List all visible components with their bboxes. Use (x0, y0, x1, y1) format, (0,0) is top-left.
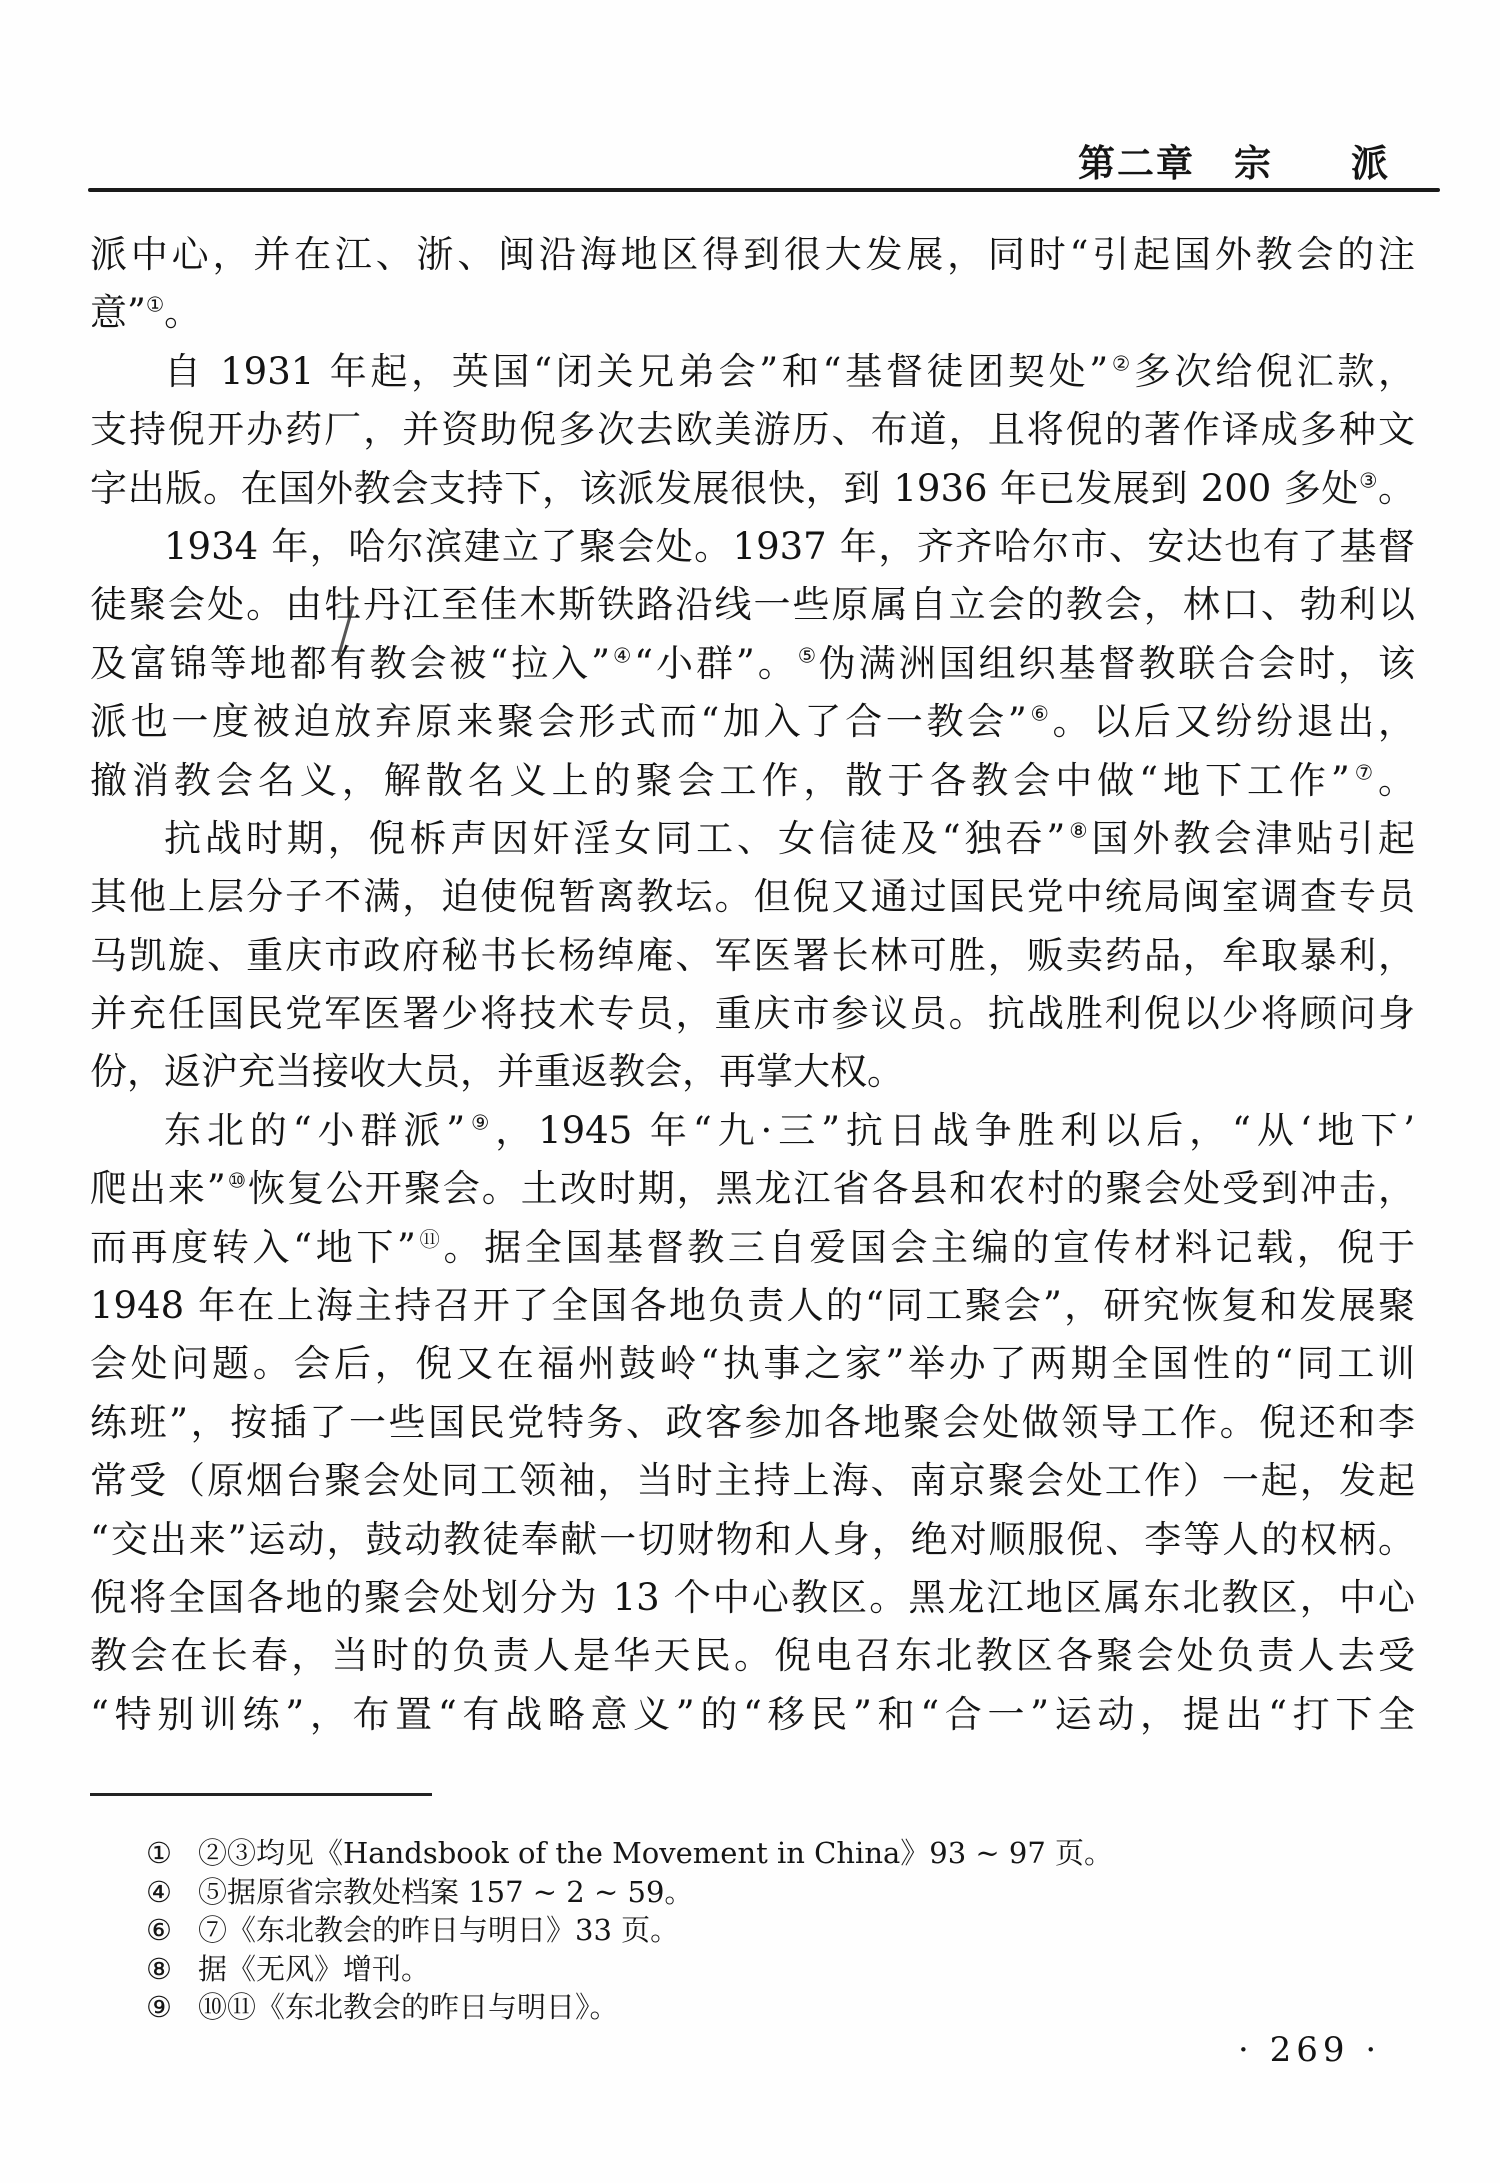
footnote-marker: ⑨ (146, 1990, 172, 2024)
text-line: “特别训练”，布置“有战略意义”的“移民”和“合一”运动，提出“打下全 (90, 1692, 1415, 1736)
footnote-item (146, 1834, 1436, 1873)
page-number: · 269 · (1238, 2030, 1382, 2070)
footnotes (146, 1834, 1436, 2027)
text-line: 1948 年在上海主持召开了全国各地负责人的“同工聚会”，研究恢复和发展聚 (90, 1284, 1415, 1328)
footnote-marker: ⑧ (146, 1951, 172, 1986)
text-line: 东北的“小群派”⑨，1945 年“九·三”抗日战争胜利以后，“从‘地下’ (164, 1108, 1415, 1152)
text-line: 教会在长春，当时的负责人是华天民。倪电召东北教区各聚会处负责人去受 (90, 1634, 1415, 1678)
footnote-text: 据《无风》增刊。 (198, 1951, 431, 1986)
text-line: 徒聚会处。由牡丹江至佳木斯铁路沿线一些原属自立会的教会，林口、勃利以 (90, 583, 1415, 627)
footnote-item (146, 1873, 1436, 1912)
footnote-marker: ① (146, 1836, 172, 1870)
chapter-running-header: 第二章 宗 派 (1078, 141, 1390, 185)
text-line: 抗战时期，倪柝声因奸淫女同工、女信徒及“独吞”⑧国外教会津贴引起 (164, 816, 1415, 860)
text-line: 马凯旋、重庆市政府秘书长杨绰庵、军医署长林可胜，贩卖药品，牟取暴利， (90, 933, 1415, 977)
footnote-text: ⑦《东北教会的昨日与明日》33 页。 (198, 1913, 680, 1947)
text-line: 倪将全国各地的聚会处划分为 13 个中心教区。黑龙江地区属东北教区，中心 (90, 1575, 1415, 1619)
text-line: 及富锦等地都有教会被“拉入”④“小群”。⑤伪满洲国组织基督教联合会时，该 (90, 641, 1415, 685)
text-line: 而再度转入“地下”⑪。据全国基督教三自爱国会主编的宣传材料记载，倪于 (90, 1225, 1415, 1269)
text-line: “交出来”运动，鼓动教徒奉献一切财物和人身，绝对顺服倪、李等人的权柄。 (90, 1517, 1415, 1561)
text-line: 支持倪开办药厂，并资助倪多次去欧美游历、布道，且将倪的著作译成多种文 (90, 408, 1415, 452)
text-line: 并充任国民党军医署少将技术专员，重庆市参议员。抗战胜利倪以少将顾问身 (90, 992, 1415, 1036)
text-line: 意”①。 (90, 291, 202, 335)
text-line: 派也一度被迫放弃原来聚会形式而“加入了合一教会”⑥。以后又纷纷退出， (90, 700, 1415, 744)
footnote-text: ②③均见《Handsbook of the Movement in China》93 ~ 97 页。 (198, 1836, 1114, 1870)
footnote-item (146, 1950, 1436, 1989)
text-line: 爬出来”⑩恢复公开聚会。土改时期，黑龙江省各县和农村的聚会处受到冲击， (90, 1167, 1415, 1211)
footnote-marker: ④ (146, 1874, 172, 1909)
footnote-item (146, 1988, 1436, 2027)
footnote-marker: ⑥ (146, 1913, 172, 1947)
footnote-text: ⑩⑪《东北教会的昨日与明日》。 (198, 1990, 619, 2024)
text-line: 自 1931 年起，英国“闭关兄弟会”和“基督徒团契处”②多次给倪汇款， (164, 349, 1415, 393)
footnote-text: ⑤据原省宗教处档案 157 ~ 2 ~ 59。 (198, 1874, 694, 1909)
text-line: 撤消教会名义，解散名义上的聚会工作，散于各教会中做“地下工作”⑦。 (90, 758, 1415, 802)
text-line: 字出版。在国外教会支持下，该派发展很快，到 1936 年已发展到 200 多处③。 (90, 466, 1415, 510)
text-line: 份，返沪充当接收大员，并重返教会，再掌大权。 (90, 1050, 904, 1094)
text-line: 其他上层分子不满，迫使倪暂离教坛。但倪又通过国民党中统局闽室调查专员 (90, 875, 1415, 919)
header-rule (88, 188, 1440, 192)
text-line: 派中心，并在江、浙、闽沿海地区得到很大发展，同时“引起国外教会的注 (90, 233, 1415, 276)
body-text (90, 226, 1415, 1744)
text-line: 常受（原烟台聚会处同工领袖，当时主持上海、南京聚会处工作）一起，发起 (90, 1459, 1415, 1503)
text-line: 练班”，按插了一些国民党特务、政客参加各地聚会处做领导工作。倪还和李 (90, 1400, 1415, 1444)
text-line: 1934 年，哈尔滨建立了聚会处。1937 年，齐齐哈尔市、安达也有了基督 (164, 524, 1415, 568)
footnote-separator (90, 1793, 432, 1796)
footnote-item (146, 1911, 1436, 1950)
text-line: 会处问题。会后，倪又在福州鼓岭“执事之家”举办了两期全国性的“同工训 (90, 1342, 1415, 1386)
